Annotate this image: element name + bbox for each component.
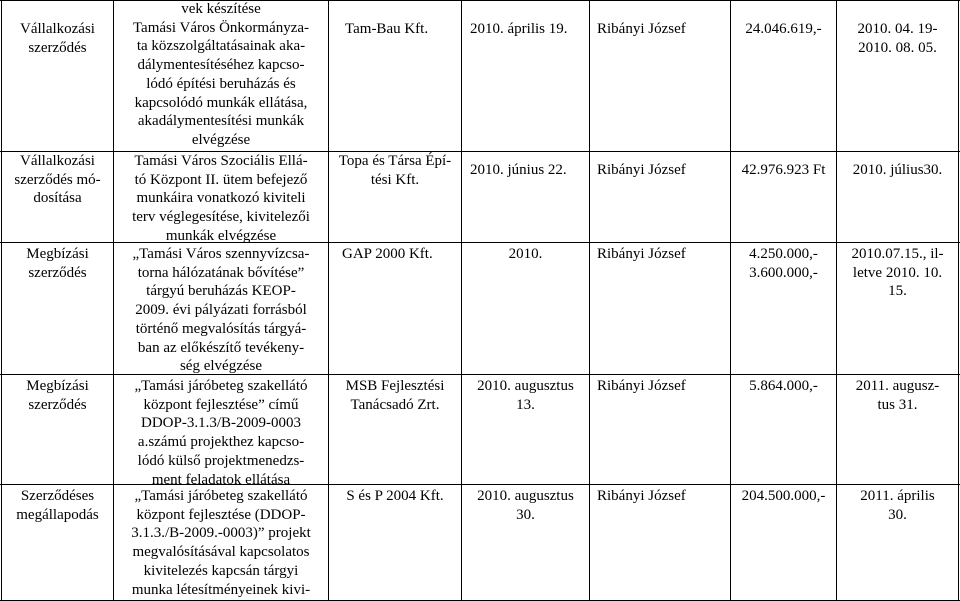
partner-cell: S és P 2004 Kft. [346, 488, 444, 504]
amount-cell: 4.250.000,- 3.600.000,- [749, 246, 818, 281]
amount-cell: 204.500.000,- [741, 488, 826, 504]
signer-cell: Ribányi József [597, 246, 686, 262]
period-cell: 2010.07.15., il- letve 2010. 10. 15. [851, 246, 944, 300]
subject-cell: „Tamási járóbeteg szakellátó központ fejlesztése (DDOP- 3.1.3./B-2009.-0003)” projekt megvalósításával kapcsolatos kivitelezés kapcsán tárgyi munka létesítményeinek kivi- [131, 488, 311, 598]
partner-cell: MSB Fejlesztési Tanácsadó Zrt. [345, 378, 445, 413]
signer-cell: Ribányi József [597, 378, 686, 394]
signer-cell: Ribányi József [597, 488, 686, 504]
subject-cell: „Tamási Város szennyvízcsa- torna hálózatának bővítése” tárgyú beruházás KEOP- 2009. évi pályázati forrásból történő megvalósítás tárgyá- ban az előkészítő tevékeny- ség elvégzése [132, 246, 310, 375]
amount-cell: 42.976.923 Ft [741, 162, 826, 178]
column-divider [328, 0, 329, 601]
contract-type-cell: Megbízási szerződés [26, 246, 89, 281]
subject-cell: vek készítése Tamási Város Önkormányza- ta közszolgáltatásainak aka- dálymentesítéséhez kapcso- lódó építési beruházás és kapcsolódó munkák ellátása, akadálymentesítési munkák elvégzése [132, 1, 310, 148]
contract-type-cell: Szerződéses megállapodás [16, 488, 99, 523]
date-cell: 2010. augusztus 30. [477, 488, 574, 523]
signer-cell: Ribányi József [597, 21, 686, 37]
subject-cell: Tamási Város Szociális Ellá- tó Központ II. ütem befejező munkáira vonatkozó kiviteli terv véglegesítése, kivitelezői munkák elvégzése [132, 153, 310, 244]
contract-type-cell: Vállalkozási szerződés [20, 21, 95, 56]
period-cell: 2010. július30. [852, 162, 943, 178]
period-cell: 2011. április 30. [860, 488, 935, 523]
signer-cell: Ribányi József [597, 162, 686, 178]
column-divider [730, 0, 731, 601]
period-cell: 2010. 04. 19- 2010. 08. 05. [857, 21, 938, 56]
amount-cell: 5.864.000,- [749, 378, 818, 394]
partner-cell: Topa és Társa Épí- tési Kft. [338, 153, 452, 188]
period-cell: 2011. augusz- tus 31. [855, 378, 940, 413]
column-divider [589, 0, 590, 601]
partner-cell: Tam-Bau Kft. [345, 21, 429, 37]
subject-cell: „Tamási járóbeteg szakellátó központ fejlesztése” című DDOP-3.1.3/B-2009-0003 a.számú projekthez kapcso- lódó külső projektmenedzs- ment feladatok ellátása [134, 378, 308, 488]
date-cell: 2010. április 19. [470, 21, 568, 37]
date-cell: 2010. augusztus 13. [477, 378, 574, 413]
column-divider [958, 0, 959, 601]
contract-type-cell: Vállalkozási szerződés mó- dosítása [14, 153, 101, 207]
partner-cell: GAP 2000 Kft. [342, 246, 433, 262]
contract-type-cell: Megbízási szerződés [26, 378, 89, 413]
amount-cell: 24.046.619,- [745, 21, 822, 37]
date-cell: 2010. június 22. [470, 162, 567, 178]
date-cell: 2010. [508, 246, 543, 262]
